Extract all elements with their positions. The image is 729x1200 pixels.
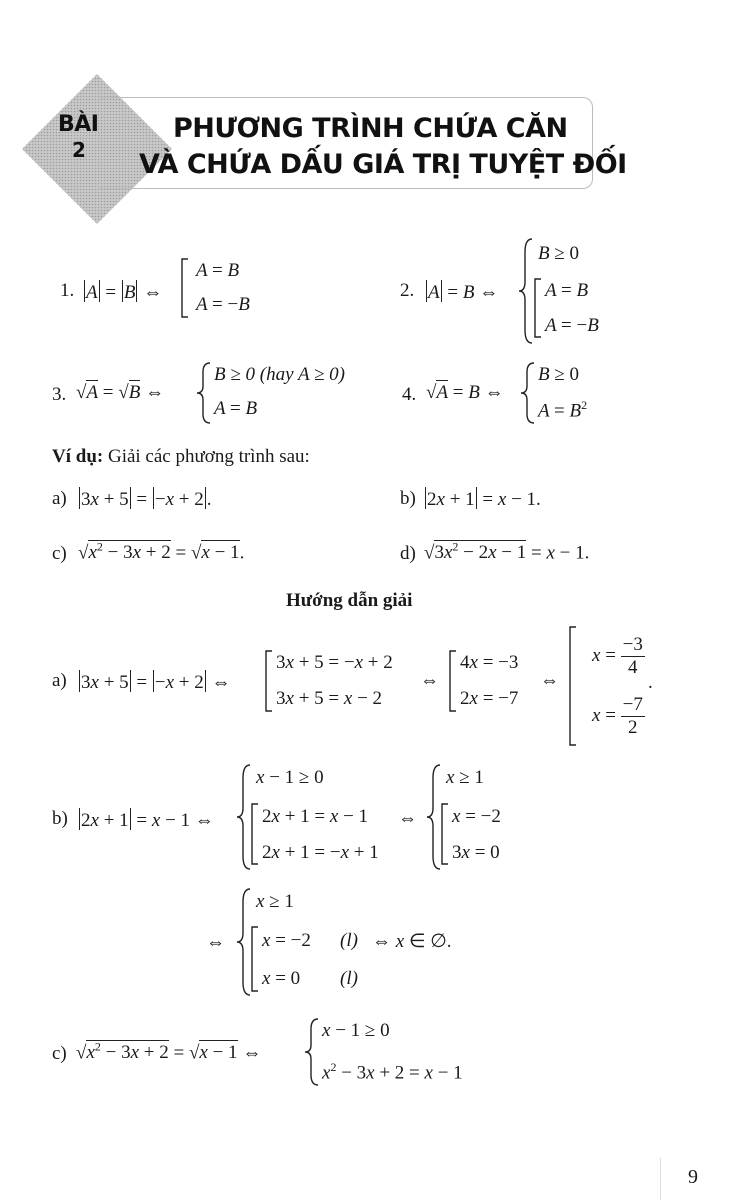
brace [520, 362, 536, 424]
formula-3-eq: A = B [214, 398, 258, 419]
formula-2-case1: A = B [545, 280, 589, 301]
example-text: Giải các phương trình sau: [107, 446, 310, 467]
bracket [448, 650, 458, 712]
reject-mark-1: (l) [340, 930, 358, 951]
solution-b-case1: 2x + 1 = x − 1 [262, 806, 369, 827]
solution-heading: Hướng dẫn giải [286, 590, 413, 611]
solution-b-case2: 2x + 1 = −x + 1 [262, 842, 379, 863]
solution-b-step2-cond: x ≥ 1 [446, 767, 484, 788]
solution-b-result: ⇔ x ∈ ∅. [372, 931, 452, 952]
equivalence-symbol: ⇔ [398, 808, 417, 829]
example-d-label: d) [400, 543, 416, 564]
badge-number: 2 [72, 138, 86, 162]
example-d-equation: $√3x^2 - 2x - 1 = x - 1$. [424, 540, 590, 564]
formula-3-number: 3. [52, 384, 67, 405]
brace [304, 1018, 320, 1086]
formula-4-lhs: √A = B ⇔ [426, 382, 504, 403]
solution-b-step3-cond: x ≥ 1 [256, 891, 294, 912]
solution-c-label: c) [52, 1043, 67, 1064]
formula-1-case1: A = B [196, 260, 240, 281]
solution-a-step2-case1: 4x = −3 [460, 652, 519, 673]
formula-1-lhs: A = B ⇔ [86, 282, 163, 303]
solution-a-case1: 3x + 5 = −x + 2 [276, 652, 393, 673]
equivalence-symbol: ⇔ [420, 670, 439, 691]
formula-3-lhs: √A = √B ⇔ [76, 382, 165, 403]
formula-2-case2: A = −B [545, 315, 599, 336]
solution-b-step3-case1: x = −2 [262, 930, 311, 951]
example-b-label: b) [400, 488, 416, 509]
bracket [568, 626, 578, 746]
formula-4-cond: B ≥ 0 [538, 364, 580, 385]
solution-a-case2: 3x + 5 = x − 2 [276, 688, 383, 709]
page-number: 9 [688, 1166, 698, 1188]
formula-1-case2: A = −B [196, 294, 250, 315]
bracket [440, 803, 450, 865]
solution-a-result2: x = $\frac{-7}{2}$ [592, 694, 643, 738]
formula-2-number: 2. [400, 280, 415, 301]
brace [518, 238, 534, 344]
equivalence-symbol: ⇔ [540, 670, 559, 691]
bracket [250, 803, 260, 865]
solution-c-lhs: $√x^2 - 3x + 2 = √x - 1$ ⇔ [76, 1040, 262, 1064]
example-c-label: c) [52, 543, 67, 564]
formula-3-cond: B ≥ 0 (hay A ≥ 0) [214, 364, 345, 385]
solution-b-step2-case2: 3x = 0 [452, 842, 500, 863]
solution-a-lhs: 3x + 5 = −x + 2 ⇔ [81, 672, 231, 693]
example-intro [52, 446, 310, 468]
solution-b-lhs: 2x + 1 = x − 1 ⇔ [81, 810, 214, 831]
example-label: Ví dụ: [52, 446, 104, 467]
example-c-equation: $√x^2 - 3x + 2 = √x - 1$. [78, 540, 245, 564]
bracket [264, 650, 274, 712]
solution-a-step2-case2: 2x = −7 [460, 688, 519, 709]
solution-a-result1: x = $\frac{-3}{4}$ [592, 634, 643, 678]
solution-b-step3-case2: x = 0 [262, 968, 301, 989]
formula-4-eq: $A = B^2$ [538, 398, 588, 422]
bracket [180, 258, 190, 318]
brace [196, 362, 212, 424]
formula-4-number: 4. [402, 384, 417, 405]
page-title-line2: VÀ CHỨA DẤU GIÁ TRỊ TUYỆT ĐỐI [139, 149, 627, 180]
page-title-line1: PHƯƠNG TRÌNH CHỨA CĂN [173, 113, 568, 144]
example-a-equation: 3x + 5 = −x + 2 . [81, 489, 212, 510]
formula-2-cond: B ≥ 0 [538, 243, 580, 264]
solution-b-step2-case1: x = −2 [452, 806, 501, 827]
period: . [648, 672, 653, 693]
badge-label: BÀI [58, 112, 99, 137]
solution-c-cond: x − 1 ≥ 0 [322, 1020, 390, 1041]
example-a-label: a) [52, 488, 67, 509]
solution-a-label: a) [52, 670, 67, 691]
formula-1-number: 1. [60, 280, 75, 301]
formula-2-lhs: A = B ⇔ [428, 282, 499, 303]
bracket [250, 926, 260, 992]
example-b-equation: 2x + 1 = x − 1. [427, 489, 541, 510]
solution-c-eq: $x^2 - 3x + 2 = x - 1$ [322, 1060, 463, 1084]
solution-b-cond: x − 1 ≥ 0 [256, 767, 324, 788]
bracket [533, 278, 543, 338]
reject-mark-2: (l) [340, 968, 358, 989]
equivalence-symbol: ⇔ [206, 932, 225, 953]
solution-b-label: b) [52, 808, 68, 829]
